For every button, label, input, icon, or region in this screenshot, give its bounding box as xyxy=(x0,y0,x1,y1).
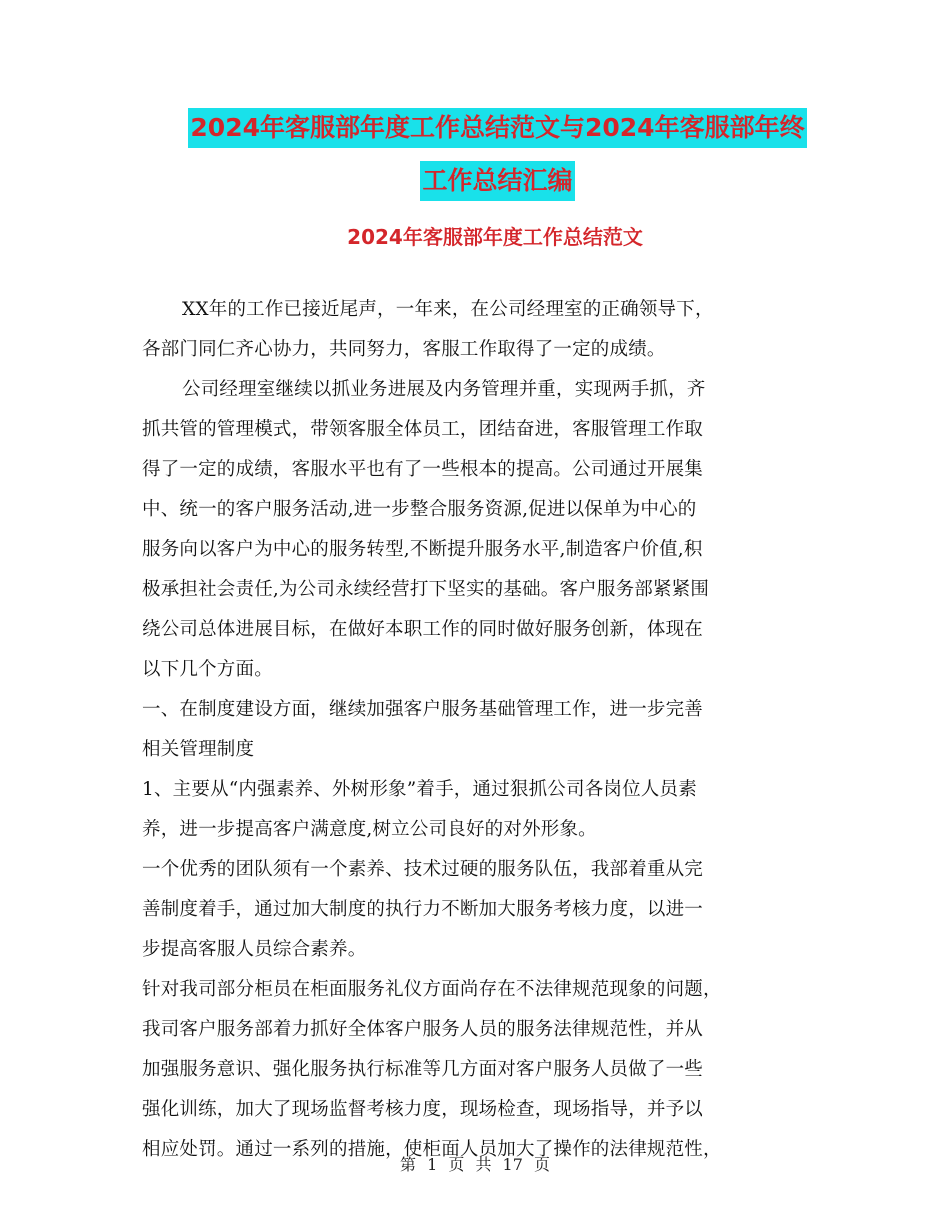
page-number-footer: 第 1 页 共 17 页 xyxy=(400,1155,550,1174)
text-line: 相应处罚。通过一系列的措施，使柜面人员加大了操作的法律规范性， xyxy=(142,1139,722,1160)
text-line: 步提高客服人员综合素养。 xyxy=(142,939,367,960)
text-line: 一个优秀的团队须有一个素养、技术过硬的服务队伍，我部着重从完 xyxy=(142,859,704,880)
section-subtitle: 2024年客服部年度工作总结范文 xyxy=(347,225,643,249)
text-line: 一、在制度建设方面，继续加强客户服务基础管理工作，进一步完善 xyxy=(142,699,704,720)
text-line: 针对我司部分柜员在柜面服务礼仪方面尚存在不法律规范现象的问题， xyxy=(142,979,722,1000)
text-line: XX年的工作已接近尾声，一年来，在公司经理室的正确领导下， xyxy=(182,299,714,320)
text-line: 极承担社会责任,为公司永续经营打下坚实的基础。客户服务部紧紧围 xyxy=(142,579,710,600)
text-line: 我司客户服务部着力抓好全体客户服务人员的服务法律规范性，并从 xyxy=(142,1019,704,1040)
document-title xyxy=(0,108,950,201)
text-line: 绕公司总体进展目标，在做好本职工作的同时做好服务创新，体现在 xyxy=(142,619,704,640)
text-line: 养，进一步提高客户满意度,树立公司良好的对外形象。 xyxy=(142,819,597,840)
text-line: 各部门同仁齐心协力，共同努力，客服工作取得了一定的成绩。 xyxy=(142,339,666,360)
text-line: 1、主要从“内强素养、外树形象”着手，通过狠抓公司各岗位人员素 xyxy=(142,779,697,800)
text-line: 抓共管的管理模式，带领客服全体员工，团结奋进，客服管理工作取 xyxy=(142,419,704,440)
text-line: 公司经理室继续以抓业务进展及内务管理并重，实现两手抓，齐 xyxy=(182,379,706,400)
text-line: 得了一定的成绩，客服水平也有了一些根本的提高。公司通过开展集 xyxy=(142,459,704,480)
title-line-2: 工作总结汇编 xyxy=(420,161,574,201)
text-line: 以下几个方面。 xyxy=(142,659,273,680)
text-line: 加强服务意识、强化服务执行标准等几方面对客户服务人员做了一些 xyxy=(142,1059,704,1080)
text-line: 善制度着手，通过加大制度的执行力不断加大服务考核力度，以进一 xyxy=(142,899,704,920)
title-line-1: 2024年客服部年度工作总结范文与2024年客服部年终 xyxy=(188,108,806,148)
text-line: 相关管理制度 xyxy=(142,739,255,760)
text-line: 服务向以客户为中心的服务转型,不断提升服务水平,制造客户价值,积 xyxy=(142,539,703,560)
body-text xyxy=(142,290,810,1170)
text-line: 中、统一的客户服务活动,进一步整合服务资源,促进以保单为中心的 xyxy=(142,499,697,520)
text-line: 强化训练，加大了现场监督考核力度，现场检查，现场指导，并予以 xyxy=(142,1099,704,1120)
